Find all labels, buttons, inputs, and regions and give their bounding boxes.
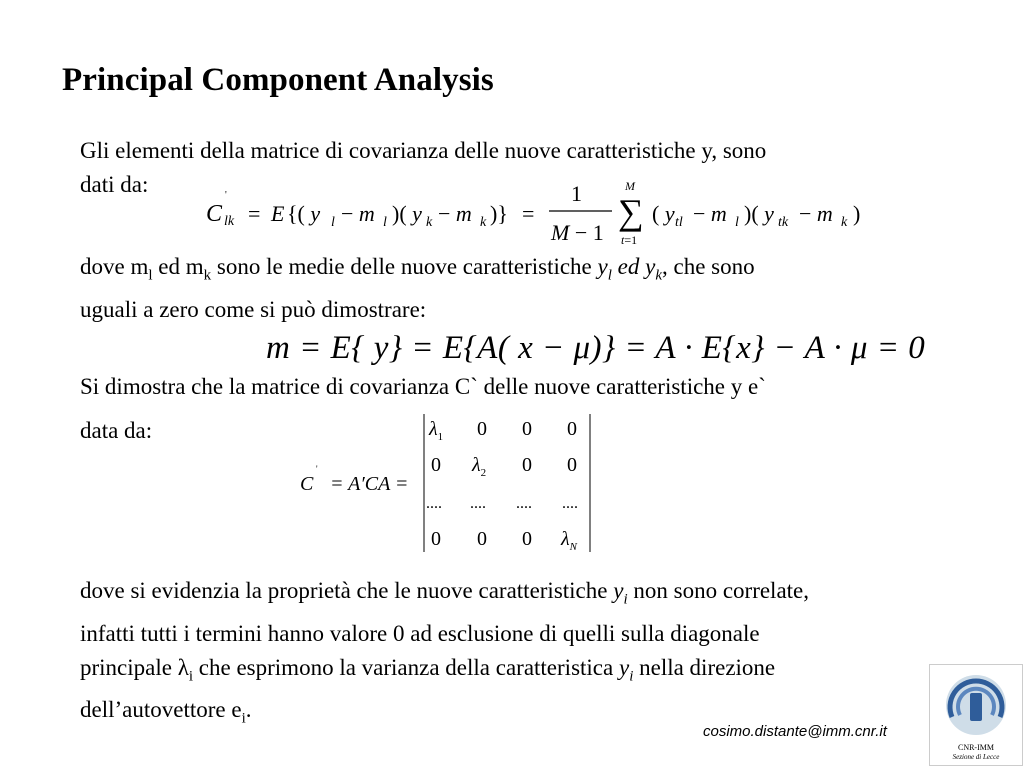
paragraph-intro-line2: dati da: <box>80 172 149 197</box>
p3-line2: data da: <box>80 418 153 443</box>
eq1-equals-2: = <box>522 201 535 226</box>
eq1-end: )} <box>490 201 508 226</box>
eq1-sum-bottom: t=1 <box>621 233 638 247</box>
matrix-cell: 0 <box>477 418 487 440</box>
eq1-rhs-sub-k: k <box>841 215 848 230</box>
matrix-cell-lambdaN: $\lambda_N$ <box>561 528 578 553</box>
logo-line2: Sezione di Lecce <box>952 753 1000 761</box>
matrix-cell-lambda1: $\lambda_1$ <box>429 418 444 443</box>
eq1-prime: ' <box>225 190 227 201</box>
eq1-expand: {( y <box>287 201 321 226</box>
p4-text-c: principale <box>80 654 178 680</box>
matrix-cell: .... <box>562 495 578 512</box>
eq1-minus-ml: − m <box>341 201 375 226</box>
eq3-prime: ' <box>316 464 318 474</box>
eq1-frac-num: 1 <box>571 181 582 206</box>
p2-sub-k: k <box>203 267 212 284</box>
p2-text-a: dove m <box>80 254 149 279</box>
matrix-cell: 0 <box>567 454 577 476</box>
p4-y: y <box>613 578 624 603</box>
eq1-sigma: ∑ <box>618 192 644 232</box>
eq3-rhs: = A′CA = <box>330 473 409 495</box>
eq1-rhs-sub-l: l <box>735 215 739 230</box>
eq1-minus-mk: − m <box>438 201 472 226</box>
eq1-sum-top: M <box>625 179 635 193</box>
paragraph-conclusion <box>80 574 978 736</box>
matrix-cell: 0 <box>522 454 532 476</box>
eq1-rhs-close: ) <box>853 201 861 226</box>
p4-e-sub: i <box>241 710 246 727</box>
p4-text-a: dove si evidenzia la proprietà che le nuove caratteristiche <box>80 578 614 603</box>
eq1-sub-l2: l <box>383 215 387 230</box>
p4-y2-sub: i <box>629 668 634 685</box>
logo-line1: CNR-IMM <box>957 743 994 752</box>
p2-text-d: , che sono <box>662 254 755 279</box>
eq1-mid: )( y <box>392 201 422 226</box>
eq1-frac-den: M − 1 <box>551 220 604 245</box>
eq1-rhs-minus-ml: − m <box>693 201 727 226</box>
eq1-sub-tk: tk <box>778 215 789 230</box>
p2-y-k-sub: k <box>655 267 663 284</box>
p2-y-l: y <box>597 254 608 279</box>
eq1-E: E <box>271 201 285 226</box>
matrix-cell: .... <box>516 495 532 512</box>
cnr-logo-icon <box>930 665 1022 743</box>
matrix-cell: 0 <box>522 528 532 550</box>
eq1-sub-lk: lk <box>224 214 235 229</box>
matrix-cell: .... <box>470 495 486 512</box>
footer-email: cosimo.distante@imm.cnr.it <box>703 723 887 740</box>
eq1-C: C <box>206 201 223 227</box>
p4-text-f: dell’autovettore e <box>80 697 242 723</box>
p2-ed: ed <box>611 254 646 279</box>
eq1-equals-1: = <box>248 201 261 226</box>
matrix-cell-lambda2: $\lambda_2$ <box>472 454 487 479</box>
eq1-sub-tl: tl <box>675 215 683 230</box>
matrix-cell: 0 <box>431 454 441 476</box>
slide-title: Principal Component Analysis <box>62 62 494 98</box>
institution-logo <box>929 664 1023 766</box>
eq1-rhs-open: ( y <box>652 201 675 226</box>
matrix-cell: 0 <box>477 528 487 550</box>
p2-line2: uguali a zero come si può dimostrare: <box>80 296 427 322</box>
p4-period: . <box>245 697 252 723</box>
matrix-cell: 0 <box>567 418 577 440</box>
eq1-sub-l1: l <box>331 215 335 230</box>
p4-y2: y <box>618 654 630 680</box>
paragraph-intro-line1: Gli elementi della matrice di covarianza delle nuove caratteristiche y, sono <box>80 138 767 163</box>
matrix-cell: 0 <box>431 528 441 550</box>
matrix-cell: .... <box>426 495 442 512</box>
eq3-C: C <box>300 473 314 495</box>
p2-y-k: y <box>645 254 656 279</box>
p4-text-b: non sono correlate, <box>627 578 810 603</box>
eq1-sub-k1: k <box>426 215 433 230</box>
matrix-cell: 0 <box>522 418 532 440</box>
p4-text-d: che esprimono la varianza della caratteristica <box>193 654 619 680</box>
p4-lambda: λ <box>177 654 189 680</box>
p2-sub-l: l <box>148 267 153 284</box>
p4-lambda-sub: i <box>188 668 194 685</box>
eq1-rhs-minus-mk: − m <box>799 201 833 226</box>
p3-line1: Si dimostra che la matrice di covarianza C` delle nuove caratteristiche y e` <box>80 374 766 399</box>
p2-text-c: sono le medie delle nuove caratteristiche <box>211 254 598 279</box>
mean-equation: m = E{ y} = E{A( x − μ)} = A · E{x} − A · μ = 0 <box>266 330 926 366</box>
p4-y-sub: i <box>623 591 628 608</box>
eq1-sub-k2: k <box>480 215 487 230</box>
eq1-rhs-mid: )( y <box>744 201 774 226</box>
p4-text-e: nella direzione <box>633 654 776 680</box>
p2-y-l-sub: l <box>607 267 612 284</box>
p2-text-b: ed m <box>152 254 204 279</box>
p4-line2: infatti tutti i termini hanno valore 0 ad esclusione di quelli sulla diagonale <box>80 620 760 646</box>
